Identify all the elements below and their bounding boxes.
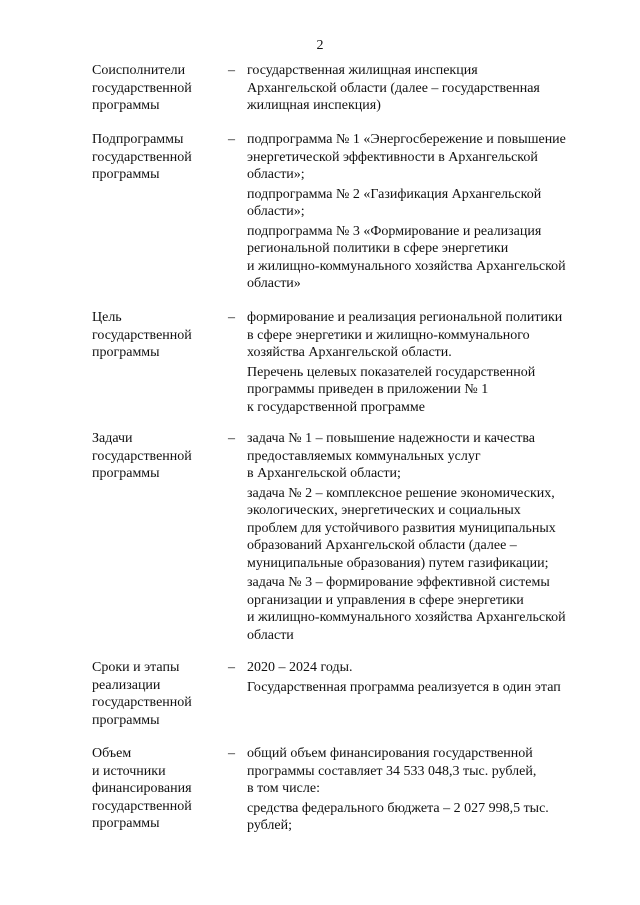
row-label	[92, 745, 222, 833]
content-paragraph	[247, 745, 602, 798]
label-line: Задачи	[92, 431, 133, 446]
row-content	[247, 131, 602, 295]
content-line: организации и управления в сфере энергетики	[247, 592, 524, 608]
content-line: Перечень целевых показателей государственной	[247, 364, 536, 380]
content-line: подпрограмма № 3 «Формирование и реализация	[247, 223, 542, 239]
label-line: Цель	[92, 310, 122, 325]
label-line: Соисполнители	[92, 63, 186, 78]
content-line: 2020 – 2024 годы.	[247, 660, 353, 675]
content-line: задача № 1 – повышение надежности и качества	[247, 431, 536, 446]
content-paragraph	[247, 131, 602, 184]
row-label	[92, 430, 222, 483]
content-line: региональной политики в сфере энергетики	[247, 241, 509, 256]
content-line: энергетической эффективности в Архангельской	[247, 149, 538, 165]
label-line: финансирования	[92, 781, 192, 796]
row-content	[247, 659, 602, 698]
content-line: Архангельской области (далее – государственная	[247, 80, 540, 96]
row-label	[92, 131, 222, 184]
row-dash: –	[228, 132, 235, 147]
content-paragraph	[247, 800, 602, 835]
content-paragraph	[247, 485, 602, 573]
content-line: задача № 2 – комплексное решение экономических,	[247, 485, 555, 501]
label-line: программы	[92, 167, 160, 182]
content-line: подпрограмма № 1 «Энергосбережение и повышение	[247, 132, 566, 147]
row-label	[92, 659, 222, 729]
label-line: Объем	[92, 746, 132, 761]
label-line: и источники	[92, 763, 166, 779]
row-label	[92, 309, 222, 362]
label-line: программы	[92, 466, 160, 481]
content-line: образований Архангельской области (далее –	[247, 538, 517, 553]
content-line: задача № 3 – формирование эффективной системы	[247, 575, 550, 590]
content-paragraph	[247, 62, 602, 115]
label-line: программы	[92, 98, 160, 113]
label-line: государственной	[92, 798, 192, 814]
row-label	[92, 62, 222, 115]
content-line: формирование и реализация региональной политики	[247, 310, 563, 325]
content-line: средства федерального бюджета – 2 027 998,5 тыс.	[247, 800, 549, 816]
content-line: предоставляемых коммунальных услуг	[247, 448, 481, 464]
content-paragraph	[247, 364, 602, 417]
content-line: области»;	[247, 167, 305, 182]
content-line: общий объем финансирования государственной	[247, 746, 533, 761]
content-line: в сфере энергетики и жилищно-коммунального	[247, 327, 530, 343]
content-line: в том числе:	[247, 781, 320, 796]
content-line: к государственной программе	[247, 399, 425, 415]
content-line: хозяйства Архангельской области.	[247, 345, 452, 360]
content-line: программы приведен в приложении № 1	[247, 382, 489, 397]
label-line: программы	[92, 712, 160, 728]
content-line: государственная жилищная инспекция	[247, 63, 478, 78]
row-content	[247, 745, 602, 837]
row-content	[247, 309, 602, 418]
content-line: области	[247, 627, 294, 643]
content-paragraph	[247, 430, 602, 483]
content-line: муниципальные образования) путем газификации;	[247, 555, 549, 571]
content-paragraph	[247, 574, 602, 644]
label-line: программы	[92, 816, 160, 831]
content-line: подпрограмма № 2 «Газификация Архангельской	[247, 186, 542, 202]
content-line: программы составляет 34 533 048,3 тыс. рублей,	[247, 763, 537, 779]
content-line: и жилищно-коммунального хозяйства Архангельской	[247, 610, 566, 625]
label-line: программы	[92, 345, 160, 360]
label-line: Подпрограммы	[92, 132, 184, 147]
content-line: в Архангельской области;	[247, 466, 401, 481]
label-line: государственной	[92, 327, 192, 343]
label-line: государственной	[92, 695, 192, 710]
content-paragraph	[247, 223, 602, 293]
row-dash: –	[228, 310, 235, 325]
content-paragraph	[247, 186, 602, 221]
page-number: 2	[316, 38, 324, 53]
row-dash: –	[228, 431, 235, 446]
label-line: государственной	[92, 149, 192, 165]
row-content	[247, 430, 602, 646]
content-paragraph	[247, 309, 602, 362]
content-line: рублей;	[247, 818, 292, 833]
row-dash: –	[228, 746, 235, 761]
content-line: проблем для устойчивого развития муниципальных	[247, 520, 556, 536]
row-dash: –	[228, 660, 235, 675]
content-line: области»;	[247, 204, 305, 219]
content-paragraph	[247, 679, 602, 697]
row-dash: –	[228, 63, 235, 78]
content-line: жилищная инспекция)	[247, 98, 381, 113]
label-line: реализации	[92, 677, 161, 693]
content-line: и жилищно-коммунального хозяйства Архангельской	[247, 258, 566, 274]
content-line: экологических, энергетических и социальных	[247, 503, 521, 518]
content-line: области»	[247, 276, 301, 291]
label-line: государственной	[92, 448, 192, 464]
row-content	[247, 62, 602, 117]
label-line: государственной	[92, 80, 192, 96]
content-paragraph	[247, 659, 602, 677]
label-line: Сроки и этапы	[92, 660, 180, 675]
content-line: Государственная программа реализуется в один этап	[247, 679, 561, 695]
